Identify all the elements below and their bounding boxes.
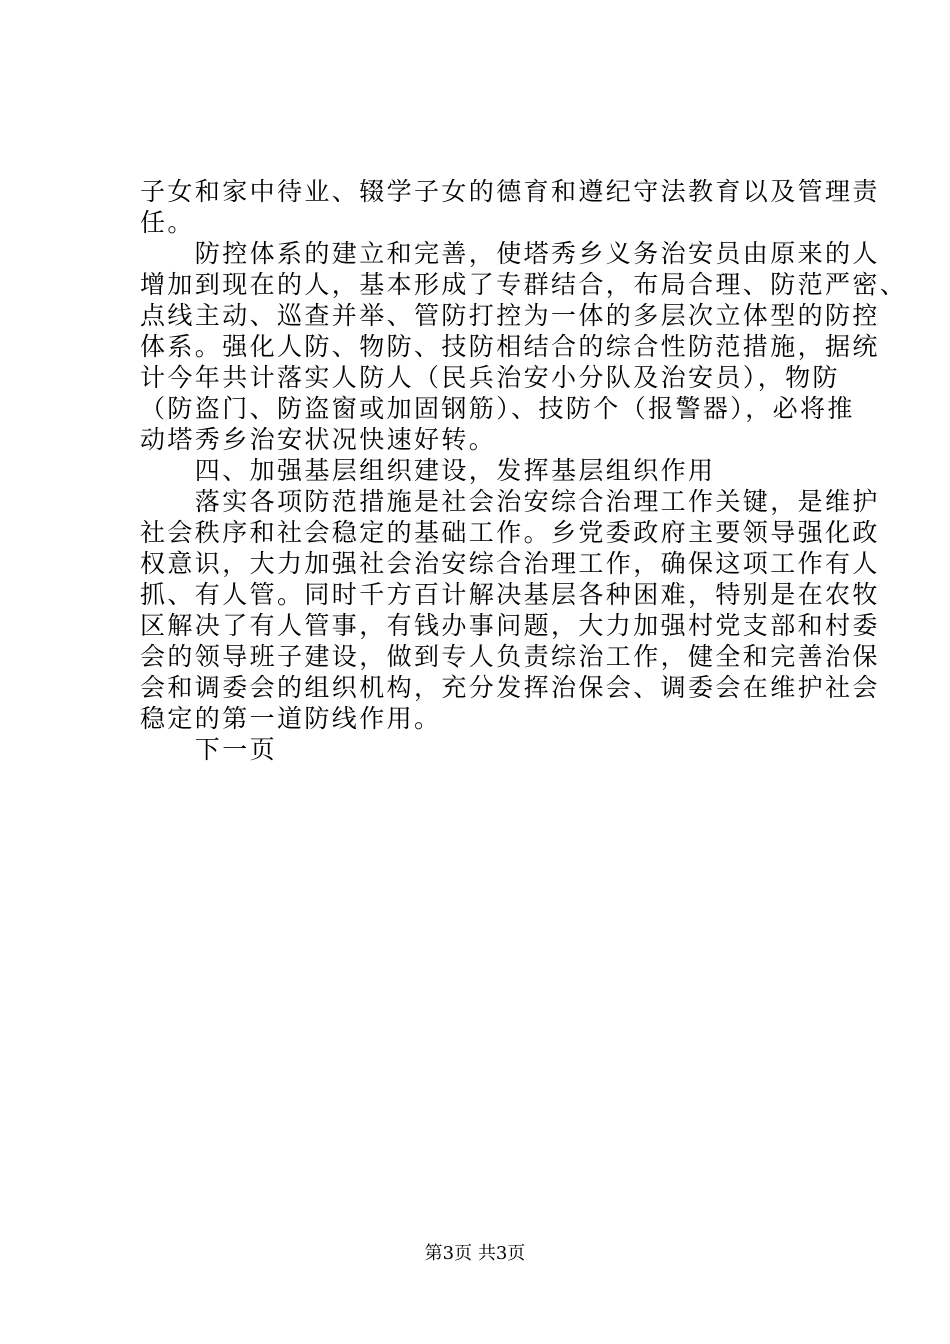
- body-text-line: 增加到现在的人，基本形成了专群结合，布局合理、防范严密、: [140, 270, 908, 299]
- body-text-line: （防盗门、防盗窗或加固钢筋）、技防个（报警器），必将推: [140, 394, 855, 423]
- body-text-line: 计今年共计落实人防人（民兵治安小分队及治安员），物防: [140, 363, 840, 392]
- body-text-line: 权意识，大力加强社会治安综合治理工作，确保这项工作有人: [140, 549, 880, 578]
- body-text-line: 防控体系的建立和完善，使塔秀乡义务治安员由原来的人: [140, 239, 880, 268]
- body-text-line: 会的领导班子建设，做到专人负责综治工作，健全和完善治保: [140, 642, 880, 671]
- body-text-line: 区解决了有人管事，有钱办事问题，大力加强村党支部和村委: [140, 611, 880, 640]
- page-footer: 第3页 共3页: [424, 1243, 526, 1264]
- body-text-line: 动塔秀乡治安状况快速好转。: [140, 425, 497, 454]
- next-page-text: 下一页: [140, 735, 278, 764]
- body-text-line: 落实各项防范措施是社会治安综合治理工作关键，是维护: [140, 487, 880, 516]
- body-text-line: 体系。强化人防、物防、技防相结合的综合性防范措施，据统: [140, 332, 880, 361]
- body-text-line: 任。: [140, 208, 195, 237]
- body-text-line: 抓、有人管。同时千方百计解决基层各种困难，特别是在农牧: [140, 580, 880, 609]
- body-text-line: 社会秩序和社会稳定的基础工作。乡党委政府主要领导强化政: [140, 518, 880, 547]
- body-text-line: 稳定的第一道防线作用。: [140, 704, 442, 733]
- section-heading: 四、加强基层组织建设，发挥基层组织作用: [140, 456, 716, 485]
- body-text-line: 点线主动、巡查并举、管防打控为一体的多层次立体型的防控: [140, 301, 880, 330]
- body-text-line: 子女和家中待业、辍学子女的德育和遵纪守法教育以及管理责: [140, 177, 880, 206]
- body-text-line: 会和调委会的组织机构，充分发挥治保会、调委会在维护社会: [140, 673, 880, 702]
